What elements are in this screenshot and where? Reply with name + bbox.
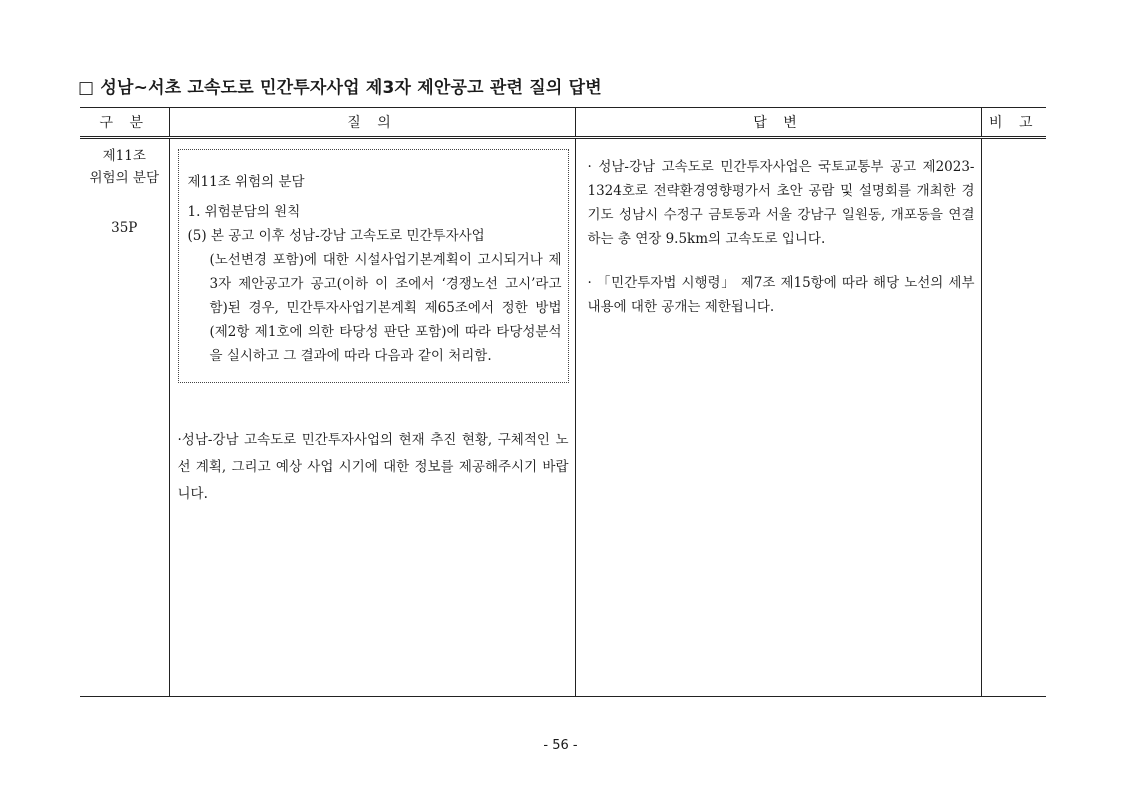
header-category: 구 분 [80,108,169,138]
qa-table [80,107,1046,697]
category-subject: 위험의 분담 [89,170,159,186]
category-page: 35P [111,220,138,236]
answer-item-1: · 성남-강남 고속도로 민간투자사업은 국토교통부 공고 제2023-1324호로 전략환경영향평가서 초안 공람 및 설명회를 개최한 경기도 성남시 수정구 금토동과 서울 강남구 일원동, 개포동을 연결하는 총 연장 9.5km의 고속도로 입니다. [587,159,975,247]
question-cell [169,138,575,697]
clause-item-1: 1. 위험분담의 원칙 [187,204,301,220]
question-text: ·성남-강남 고속도로 민간투자사업의 현재 추진 현황, 구체적인 노선 계획, 그리고 예상 사업 시기에 대한 정보를 제공해주시기 바랍니다. [177,432,569,502]
header-answer: 답 변 [575,108,981,138]
clause-heading: 제11조 위험의 분담 [187,174,305,190]
category-article: 제11조 [102,148,146,164]
answer-item-2: · 「민간투자법 시행령」 제7조 제15항에 따라 해당 노선의 세부 내용에 대한 공개는 제한됩니다. [587,275,975,315]
table-header-row [80,108,1046,138]
quoted-clause-box [178,149,569,383]
clause-item-5-first: (5) 본 공고 이후 성남-강남 고속도로 민간투자사업 [187,228,485,244]
category-cell [80,138,169,697]
header-remarks: 비 고 [981,108,1046,138]
clause-item-5-rest: (노선변경 포함)에 대한 시설사업기본계획이 고시되거나 제3자 제안공고가 공고(이하 이 조에서 ‘경쟁노선 고시’라고 함)된 경우, 민간투자사업기본계획 제65조에서 정한 방법(제2항 제1호에 의한 타당성 판단 포함)에 따라 타당성분석을 실시하고 그 결과에 따라 다음과 같이 처리함. [209,252,562,364]
table-row [80,138,1046,697]
page-number: - 56 - [543,738,578,753]
clause-item-5 [188,224,562,368]
answer-cell [575,138,981,697]
header-question: 질 의 [169,108,575,138]
remarks-cell [981,138,1046,697]
document-title: □ 성남~서초 고속도로 민간투자사업 제3자 제안공고 관련 질의 답변 [78,78,602,98]
